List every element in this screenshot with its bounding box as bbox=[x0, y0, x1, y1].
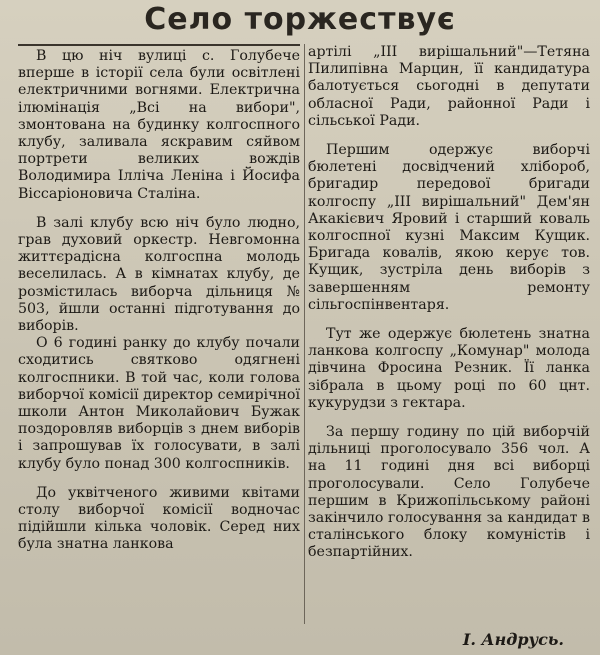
author-signature: І. Андрусь. bbox=[462, 630, 564, 649]
article-column-left bbox=[18, 48, 300, 554]
paragraph: За першу годину по цій виборчій дільниці проголосувало 356 чол. А на 11 годині дня всі виборці проголосували. Село Голубече першим в Крижопільському районі закінчило голосування за кандидат в сталінського блоку комуністів і безпартійних. bbox=[308, 424, 590, 561]
paragraph: О 6 годині ранку до клубу почали сходитись святково одягнені колгоспники. В той час, коли голова виборчої комісії директор семирічної школи Антон Миколайович Бужак поздоровляв виборців з днем виборів і запрошував їх голосувати, в залі клубу було понад 300 колгоспників. bbox=[18, 335, 300, 472]
column-divider bbox=[304, 44, 305, 624]
headline: Село торжествує bbox=[144, 2, 456, 37]
paragraph: В залі клубу всю ніч було людно, грав духовий оркестр. Невгомонна життєрадісна колгоспна молодь веселилась. А в кімнатах клубу, де розмістилась виборча дільниця № 503, йшли останні підготування до виборів. bbox=[18, 214, 300, 335]
paragraph: До уквітченого живими квітами столу виборчої комісії водночас підійшли кілька чоловік. Серед них була знатна ланкова bbox=[18, 484, 300, 553]
paragraph: Першим одержує виборчі бюлетені досвідчений хлібороб, бригадир передової бригади колгоспу „III вирішальний" Дем'ян Акакієвич Яровий і старший коваль колгоспної кузні Максим Кущик. Бригада ковалів, якою керує тов. Кущик, зустріла день виборів з завершенням ремонту сільгоспінвентаря. bbox=[308, 142, 590, 313]
paragraph: артілі „III вирішальний"—Тетяна Пилипівна Марцин, її кандидатура балотується сьогодні в депутати обласної Ради, районної Ради і сільської Ради. bbox=[308, 44, 590, 129]
headline-rule-left bbox=[18, 44, 300, 46]
paragraph: В цю ніч вулиці с. Голубече вперше в історії села були освітлені електричними вогнями. Електрична ілюмінація „Всі на вибори", змонтована на будинку колгоспного клубу, заливала яскравим сяйвом портрети великих вождів Володимира Ілліча Леніна і Йосифа Віссаріоновича Сталіна. bbox=[18, 48, 300, 202]
article-column-right bbox=[308, 44, 590, 562]
paragraph: Тут же одержує бюлетень знатна ланкова колгоспу „Комунар" молода дівчина Фросина Резник. Її ланка зібрала в цьому році по 60 цнт. кукурудзи з гектара. bbox=[308, 326, 590, 411]
